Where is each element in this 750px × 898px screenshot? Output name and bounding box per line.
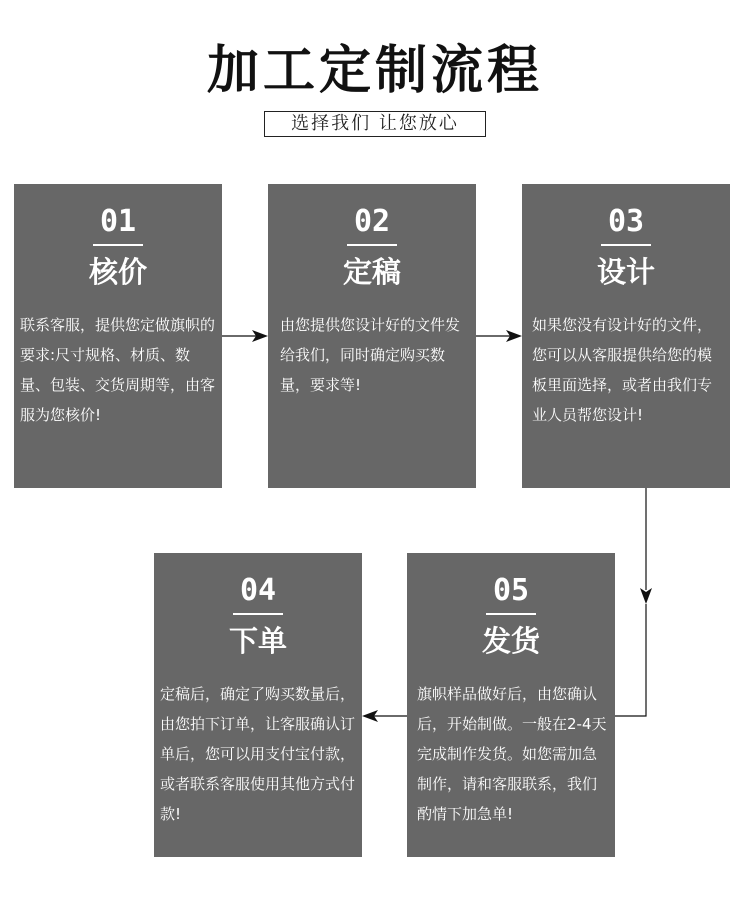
page-title: 加工定制流程	[206, 41, 543, 101]
step-name: 设计	[596, 255, 655, 289]
step-name: 定稿	[342, 255, 401, 289]
subtitle-box: 选择我们 让您放心	[264, 111, 486, 137]
step-name: 核价	[88, 255, 147, 289]
arrow-line-05-connector	[615, 604, 646, 716]
step-number: 01	[99, 204, 137, 239]
step-number: 03	[607, 204, 645, 239]
step-description: 旗帜样品做好后，由您确认后，开始制做。一般在2-4天完成制作发货。如您需加急制作，请和客服联系，我们酌情下加急单!	[417, 685, 607, 823]
step-description: 如果您没有设计好的文件，您可以从客服提供给您的模板里面选择，或者由我们专业人员帮您设计!	[532, 316, 713, 424]
step-description: 由您提供您设计好的文件发给我们，同时确定购买数量，要求等!	[280, 316, 461, 394]
step-number: 02	[353, 204, 391, 239]
arrowhead-down-icon	[640, 588, 652, 604]
step-name: 下单	[228, 624, 287, 658]
step-description: 联系客服，提供您定做旗帜的要求:尺寸规格、材质、数量、包装、交货周期等，由客服为您核价!	[20, 316, 216, 424]
step-description: 定稿后，确定了购买数量后，由您拍下订单，让客服确认订单后，您可以用支付宝付款，或者联系客服使用其他方式付款!	[160, 685, 356, 823]
step-number: 04	[239, 573, 277, 608]
step-number: 05	[492, 573, 530, 608]
step-name: 发货	[481, 624, 540, 658]
